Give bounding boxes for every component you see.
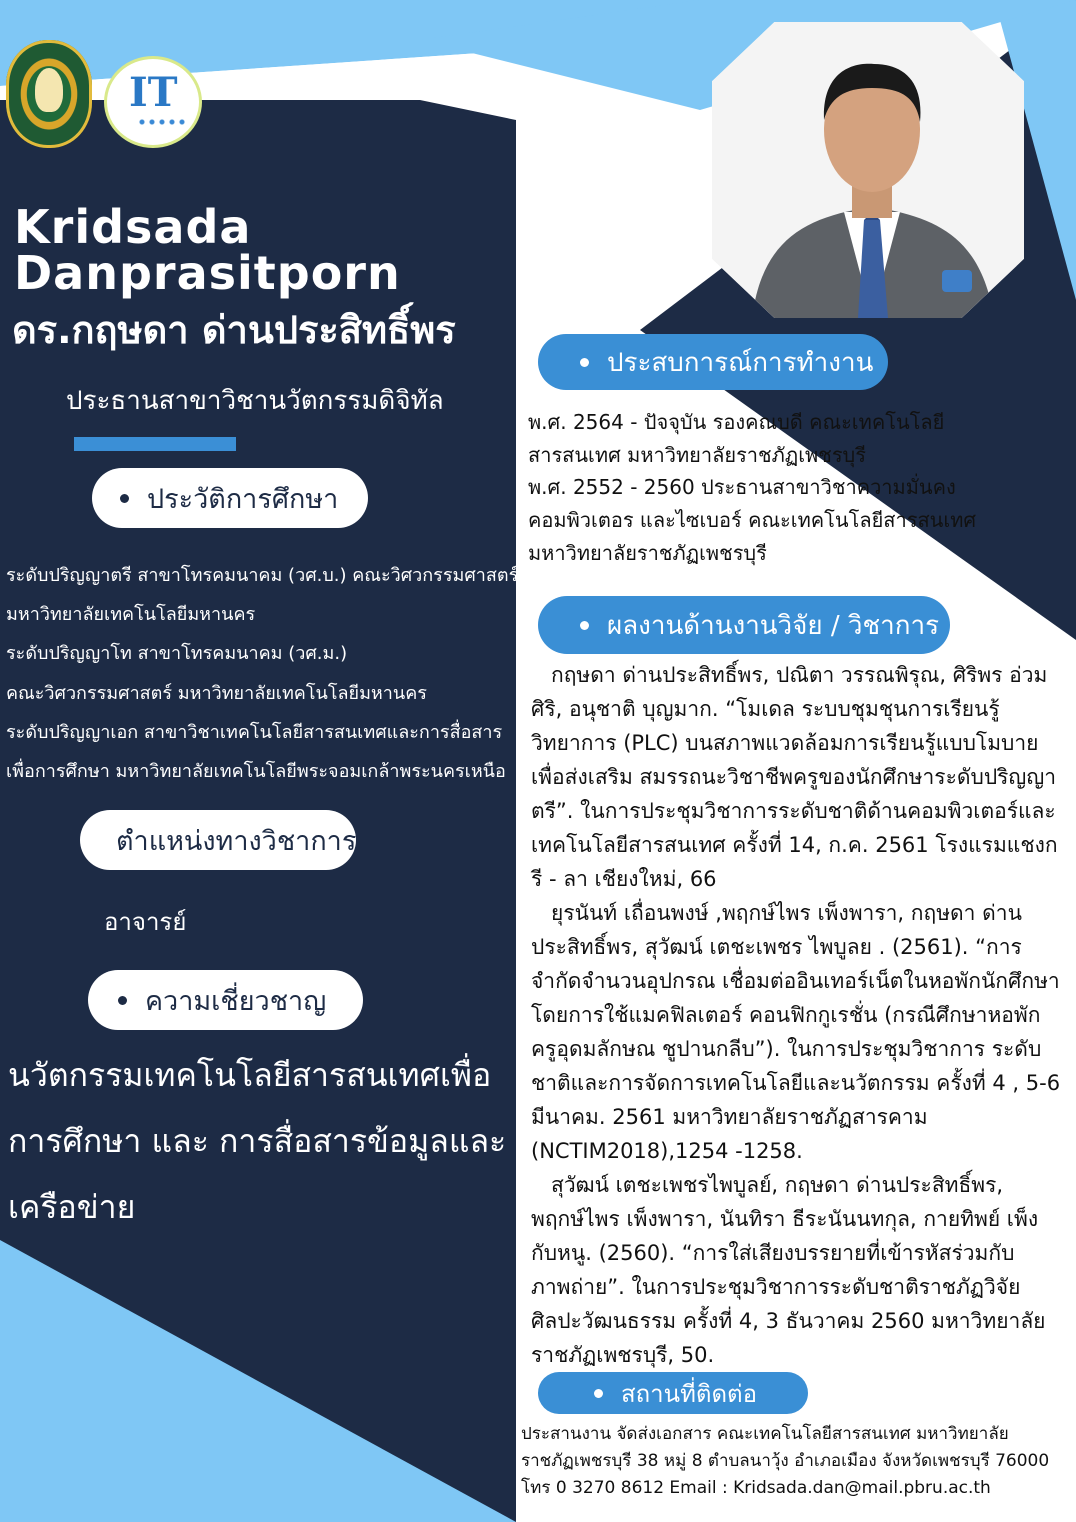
work-line: พ.ศ. 2552 - 2560 ประธานสาขาวิชาความมั่นคง: [528, 475, 956, 500]
bullet-icon: [594, 1389, 603, 1398]
it-logo-text: IT: [129, 69, 178, 116]
work-line: พ.ศ. 2564 - ปัจจุบัน รองคณบดี คณะเทคโนโลยี: [528, 410, 945, 434]
academic-rank-heading: [80, 810, 356, 870]
name-english: [14, 200, 504, 300]
contact-info: [521, 1421, 1076, 1502]
academic-rank-value: อาจารย์: [104, 908, 187, 936]
work-line: มหาวิทยาลัยราชภัฏเพชรบุรี: [528, 540, 767, 565]
contact-heading-label: สถานที่ติดต่อ: [621, 1379, 758, 1408]
contact-line: โทร 0 3270 8612 Email : Kridsada.dan@mail.pbru.ac.th: [521, 1478, 991, 1498]
expertise-text: นวัตกรรมเทคโนโลยีสารสนเทศเพื่อการศึกษา และ การสื่อสารข้อมูลและเครือข่าย: [8, 1056, 507, 1226]
profile-photo: [712, 22, 1024, 318]
education-line: มหาวิทยาลัยเทคโนโลยีมหานคร: [6, 604, 256, 626]
research-list: [531, 658, 1061, 1372]
seal-emblem-icon: [35, 68, 63, 112]
network-dots-icon: [137, 117, 189, 127]
university-seal-logo: [6, 40, 92, 148]
work-line: สารสนเทศ มหาวิทยาลัยราชภัฏเพชรบุรี: [528, 442, 866, 467]
bullet-icon: [118, 996, 127, 1005]
education-list: [6, 556, 526, 791]
education-line: ระดับปริญญาโท สาขาโทรคมนาคม (วศ.ม.): [6, 643, 348, 665]
education-line: คณะวิศวกรรมศาสตร์ มหาวิทยาลัยเทคโนโลยีมหานคร: [6, 682, 427, 704]
name-thai: ดร.กฤษดา ด่านประสิทธิ์พร: [12, 308, 456, 352]
education-heading: [92, 468, 368, 528]
bullet-icon: [580, 358, 589, 367]
research-heading-label: ผลงานด้านงานวิจัย / วิชาการ: [607, 610, 940, 641]
academic-rank-heading-label: ตำแหน่งทางวิชาการ: [116, 825, 357, 857]
bullet-icon: [580, 621, 589, 630]
it-faculty-logo: [104, 56, 202, 148]
education-heading-label: ประวัติการศึกษา: [147, 483, 339, 515]
education-line: เพื่อการศึกษา มหาวิทยาลัยเทคโนโลยีพระจอมเกล้าพระนครเหนือ: [6, 760, 506, 782]
education-line: ระดับปริญญาเอก สาขาวิชาเทคโนโลยีสารสนเทศและการสื่อสาร: [6, 721, 503, 743]
last-name: Danprasitporn: [14, 246, 401, 300]
work-heading-label: ประสบการณ์การทำงาน: [607, 347, 874, 378]
research-entry: ยุรนันท์ เถื่อนพงษ์ ,พฤกษ์ไพร เพ็งพารา, กฤษดา ด่านประสิทธิ์พร, สุวัฒน์ เตชะเพชร ไพบูลย . (2561). “การจำกัดจำนวนอุปกรณ เชื่อมต่ออินเทอร์เน็ตในหอพักนักศึกษาโดยการใช้แมคฟิลเตอร์ คอนฟิกกูเรชั่น (กรณีศึกษาหอพักครูอุดมลักษณ ชูปานกลีบ”). ในการประชุมวิชาการ ระดับชาติและการจัดการเทคโนโลยีและนวัตกรรม ครั้งที่ 4 , 5-6 มีนาคม. 2561 มหาวิทยาลัยราชภัฏสารคาม (NCTIM2018),1254 -1258.: [531, 901, 1061, 1163]
work-line: คอมพิวเตอร และไซเบอร์ คณะเทคโนโลยีสารสนเทศ: [528, 508, 977, 533]
contact-line: ราชภัฏเพชรบุรี 38 หมู่ 8 ตำบลนาวุ้ง อำเภอเมือง จังหวัดเพชรบุรี 76000: [521, 1451, 1050, 1471]
bullet-icon: [120, 494, 129, 503]
expertise-heading: [88, 970, 363, 1030]
contact-line: ประสานงาน จัดส่งเอกสาร คณะเทคโนโลยีสารสนเทศ มหาวิทยาลัย: [521, 1424, 1009, 1444]
education-line: ระดับปริญญาตรี สาขาโทรคมนาคม (วศ.บ.) คณะวิศวกรรมศาสตร์: [6, 565, 519, 586]
work-experience: [528, 406, 998, 570]
research-heading: [538, 596, 950, 654]
position-title: ประธานสาขาวิชานวัตกรรมดิจิทัล: [66, 386, 444, 416]
work-heading: [538, 334, 888, 390]
research-entry: กฤษดา ด่านประสิทธิ์พร, ปณิตา วรรณพิรุณ, ศิริพร อ่วมศิริ, อนุชาติ บุญมาก. “โมเดล ระบบชุมชุนการเรียนรู้วิทยาการ (PLC) บนสภาพแวดล้อมการเรียนรู้แบบโมบาย เพื่อส่งเสริม สมรรถนะวิชาชีพครูของนักศึกษาระดับปริญญาตรี”. ในการประชุมวิชาการระดับชาติด้านคอมพิวเตอร์และเทคโนโลยีสารสนเทศ ครั้งที่ 14, ก.ค. 2561 โรงแรมแชงกรี - ลา เชียงใหม่, 66: [531, 663, 1058, 891]
expertise-heading-label: ความเชี่ยวชาญ: [145, 985, 327, 1017]
first-name: Kridsada: [14, 200, 252, 254]
accent-divider: [74, 437, 236, 451]
research-entry: สุวัฒน์ เตชะเพชรไพบูลย์, กฤษดา ด่านประสิทธิ์พร, พฤกษ์ไพร เพ็งพารา, นันทิรา ธีระนันนทกุล, กายทิพย์ เพ็งกับหนู. (2560). “การใส่เสียงบรรยายที่เข้ารหัสร่วมกับภาพถ่าย”. ในการประชุมวิชาการระดับชาติราชภัฏวิจัยศิลปะวัฒนธรรม ครั้งที่ 4, 3 ธันวาคม 2560 มหาวิทยาลัยราชภัฏเพชรบุรี, 50.: [531, 1173, 1046, 1367]
contact-heading: [538, 1372, 808, 1414]
